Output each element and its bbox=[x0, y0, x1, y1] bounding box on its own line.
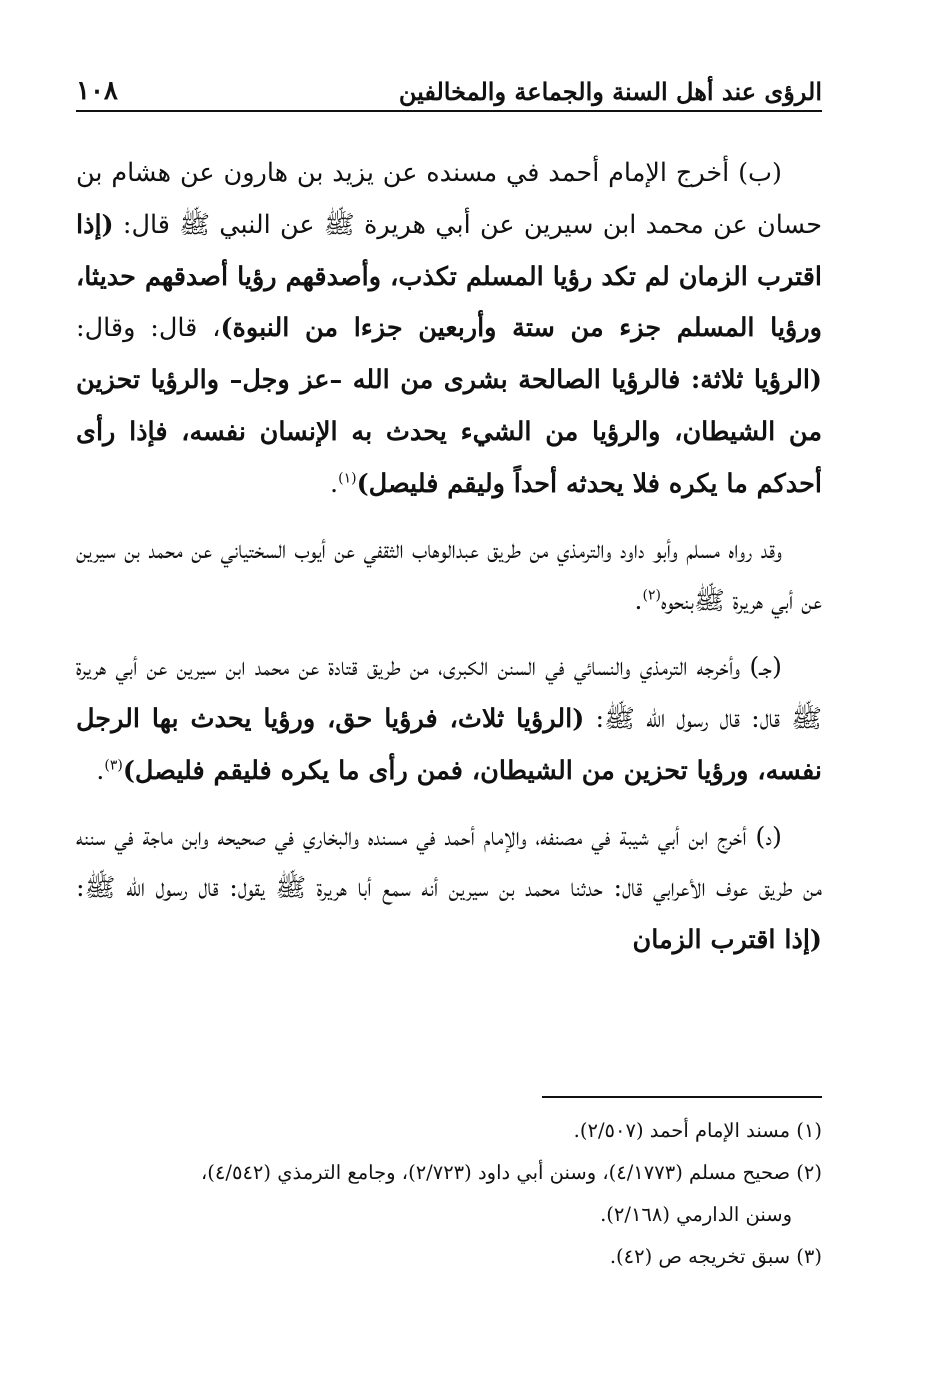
paragraph-intro: (جـ) وأخرجه الترمذي والنسائي في السنن الكبرى، من طريق قتادة عن محمد ابن سيرين عن أبي هريرة ﷺ قال: قال رسول الله ﷺ: bbox=[76, 652, 822, 734]
footnote-divider bbox=[542, 1096, 822, 1098]
hadith-text: (إذا اقترب الزمان لم تكد رؤيا المسلم تكذب، وأصدقهم رؤيا أصدقهم حديثا، ورؤيا المسلم جزء من ستة وأربعين جزءا من النبوة) bbox=[76, 209, 822, 344]
paragraph-end: . bbox=[329, 468, 339, 499]
paragraph-intro: (د) أخرج ابن أبي شيبة في مصنفه، والإمام أحمد في مسنده والبخاري في صحيحه وابن ماجة في سننه من طريق عوف الأعرابي قال: حدثنا محمد بن سيرين أنه سمع أبا هريرة ﷺ يقول: قال رسول الله ﷺ: bbox=[76, 821, 822, 904]
footnote-1 bbox=[76, 1110, 822, 1152]
page-header bbox=[76, 60, 822, 112]
footnote-text-continued: وسنن الدارمي (٢/١٦٨). bbox=[600, 1203, 792, 1226]
paragraph-end: . bbox=[634, 586, 643, 617]
main-text bbox=[76, 148, 822, 967]
paragraph-d bbox=[76, 812, 822, 967]
hadith-text: (إذا اقترب الزمان bbox=[632, 925, 822, 956]
paragraph-b bbox=[76, 148, 822, 511]
paragraph-intro: (ب) أخرج الإمام أحمد في مسنده عن يزيد بن هارون عن هشام بن حسان عن محمد ابن سيرين عن أبي هريرة ﷺ عن النبي ﷺ قال: bbox=[76, 158, 822, 240]
paragraph-text: وقد رواه مسلم وأبو داود والترمذي من طريق عبدالوهاب الثقفي عن أيوب السختياني عن محمد بن سيرين عن أبي هريرة ﷺبنحوه bbox=[76, 534, 822, 617]
hadith-text-2: (الرؤيا ثلاثة: فالرؤيا الصالحة بشرى من الله –عز وجل– والرؤيا تحزين من الشيطان، والرؤيا من الشيء يحدث به الإنسان نفسه، فإذا رأى أحدكم ما يكره فلا يحدثه أحداً وليقم فليصل) bbox=[76, 365, 822, 499]
footnote-ref: (٢) bbox=[642, 587, 661, 604]
hadith-text: (الرؤيا ثلاث، فرؤيا حق، ورؤيا يحدث بها الرجل نفسه، ورؤيا تحزين من الشيطان، فمن رأى ما يكره فليقم فليصل) bbox=[76, 703, 822, 786]
book-page bbox=[76, 60, 822, 1350]
footnote-text: (٣) سبق تخريجه ص (٤٢). bbox=[609, 1245, 822, 1268]
footnote-ref: (١) bbox=[338, 470, 357, 487]
footnote-text: (١) مسند الإمام أحمد (٢/٥٠٧). bbox=[573, 1119, 822, 1142]
footnote-3 bbox=[76, 1236, 822, 1278]
paragraph-connector: ، قال: وقال: bbox=[76, 313, 221, 344]
running-title: الرؤى عند أهل السنة والجماعة والمخالفين bbox=[398, 77, 822, 106]
footnote-text: (٢) صحيح مسلم (٤/١٧٧٣)، وسنن أبي داود (٢/٧٢٣)، وجامع الترمذي (٤/٥٤٢)، bbox=[201, 1161, 822, 1184]
footnote-ref: (٣) bbox=[104, 757, 123, 774]
footnotes bbox=[76, 1110, 822, 1278]
paragraph-end: . bbox=[96, 755, 105, 786]
paragraph-b-note bbox=[76, 525, 822, 629]
page-number: ١٠٨ bbox=[76, 76, 118, 106]
footnote-2 bbox=[76, 1152, 822, 1236]
paragraph-j bbox=[76, 642, 822, 797]
